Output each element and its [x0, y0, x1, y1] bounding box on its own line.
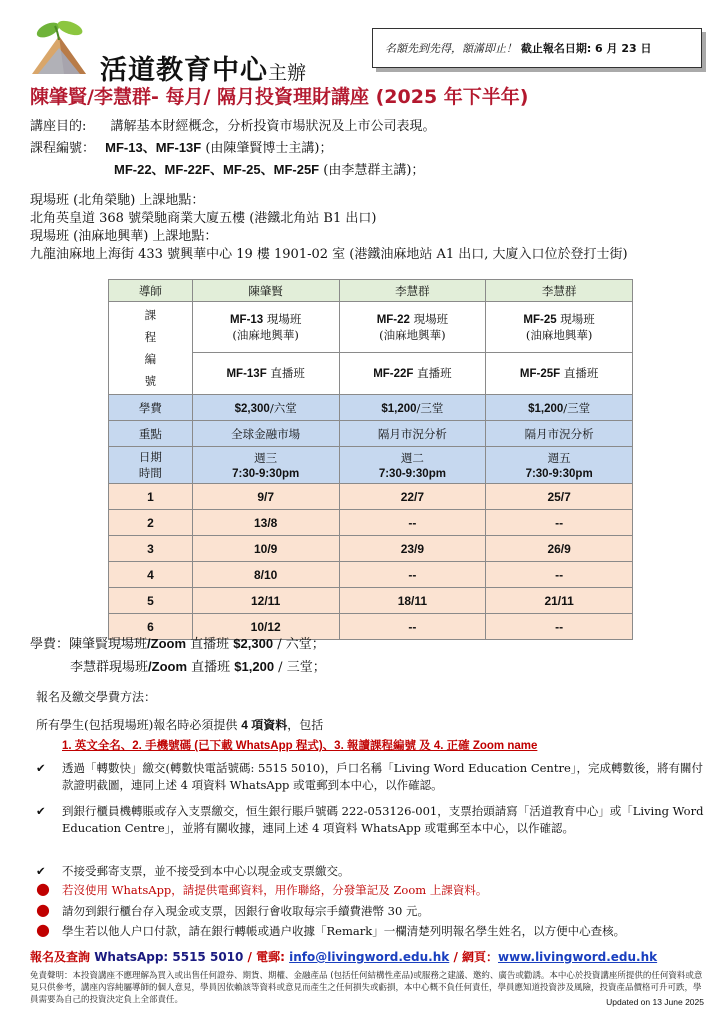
session-row — [109, 588, 633, 614]
whatsapp-text: 若沒使用 WhatsApp，請提供電郵資料，用作聯絡，分發筆記及 Zoom 上課資料。 — [62, 883, 488, 897]
focus-label: 重點 — [109, 421, 193, 447]
fee-row — [109, 395, 633, 421]
check-icon: ✔ — [36, 804, 46, 818]
focus-row — [109, 421, 633, 447]
bullet-icon: ● — [36, 879, 50, 898]
check-icon: ✔ — [36, 864, 46, 878]
session-date: 10/12 — [192, 614, 339, 640]
session-no: 1 — [109, 484, 193, 510]
session-date: 26/9 — [486, 536, 633, 562]
session-date: -- — [339, 614, 486, 640]
no-counter-text: 請勿到銀行櫃台存入現金或支票，因銀行會收取每宗手續費港幣 30 元。 — [62, 904, 429, 918]
time-cell: 週二 7:30-9:30pm — [339, 447, 486, 484]
tutor-label: 導師 — [109, 280, 193, 302]
stream-class-cell: MF-13F 直播班 — [192, 352, 339, 394]
session-date: 10/9 — [192, 536, 339, 562]
deadline-notice — [372, 28, 702, 68]
tutor-cell: 李慧群 — [486, 280, 633, 302]
remark-item — [36, 920, 706, 940]
enquiry-line: 報名及查詢 WhatsApp: 5515 5010 / 電郵: info@livingword.edu.hk / 網頁：www.livingword.edu.hk — [30, 950, 658, 964]
focus-cell: 隔月市況分析 — [486, 421, 633, 447]
required-info: 1. 英文全名、2. 手機號碼 (已下載 WhatsApp 程式)、3. 報讀課程編號 及 4. 正確 Zoom name — [62, 740, 538, 752]
no-mail-text: 不接受郵寄支票，並不接受到本中心以現金或支票繳交。 — [62, 864, 350, 878]
updated-date: Updated on 13 June 2025 — [606, 997, 704, 1007]
check-icon: ✔ — [36, 761, 46, 775]
venue-2-address: 九龍油麻地上海街 433 號興華中心 19 樓 1901-02 室 (港鐵油麻地站 A1 出口, 大廈入口位於登打士街) — [30, 247, 628, 262]
focus-cell: 隔月市況分析 — [339, 421, 486, 447]
session-row — [109, 562, 633, 588]
fee-line-1: 學費：陳肇賢現場班/Zoom 直播班 $2,300 / 六堂； — [30, 636, 325, 652]
fee-label: 學費 — [109, 395, 193, 421]
codes-line2-bold: MF-22、MF-22F、MF-25、MF-25F — [114, 162, 320, 177]
notice-italic: 名額先到先得，額滿即止！ — [385, 42, 517, 55]
whatsapp-item — [36, 879, 706, 899]
venue-2-title: 現場班 (油麻地興華) 上課地點： — [30, 229, 218, 244]
session-date: 12/11 — [192, 588, 339, 614]
fee-cell: $2,300/六堂 — [192, 395, 339, 421]
fee-line-2: 李慧群現場班/Zoom 直播班 $1,200 / 三堂； — [70, 659, 326, 675]
venue-1-address: 北角英皇道 368 號榮馳商業大廈五樓 (港鐵北角站 B1 出口) — [30, 211, 377, 226]
fee-cell: $1,200/三堂 — [339, 395, 486, 421]
session-date: -- — [486, 510, 633, 536]
session-date: -- — [486, 614, 633, 640]
bank-item — [36, 803, 706, 837]
session-no: 6 — [109, 614, 193, 640]
all-students-note: 所有學生(包括現場班)報名時必須提供 4 項資料，包括 — [36, 718, 324, 732]
fee-summary — [30, 633, 326, 679]
session-no: 2 — [109, 510, 193, 536]
session-date: 25/7 — [486, 484, 633, 510]
session-date: 13/8 — [192, 510, 339, 536]
time-label: 日期 時間 — [109, 447, 193, 484]
session-date: 21/11 — [486, 588, 633, 614]
stream-class-cell: MF-25F 直播班 — [486, 352, 633, 394]
org-suffix: 主辦 — [268, 62, 307, 84]
fps-text: 透過「轉數快」繳交(轉數快電話號碼: 5515 5010)，戶口名稱「Living Word Education Centre」，完成轉數後，將有關付款證明截圖，連同上述 4 項資料 WhatsApp 或電郵到本中心，以作確認。 — [62, 761, 704, 792]
bullet-icon: ● — [36, 920, 50, 939]
session-date: 8/10 — [192, 562, 339, 588]
fps-item — [36, 760, 706, 794]
org-name: 活道教育中心主辦 — [100, 55, 307, 86]
website-link[interactable]: www.livingword.edu.hk — [498, 950, 658, 964]
stream-class-cell: MF-22F 直播班 — [339, 352, 486, 394]
bank-text: 到銀行櫃員機轉賬或存入支票繳交，恒生銀行賬戶號碼 222-053126-001，支票抬頭請寫「活道教育中心」或「Living Word Education Centre」，並將有關收據，連同上述 4 項資料 WhatsApp 或電郵至本中心，以作確認。 — [62, 804, 704, 835]
objective-label: 講座目的: — [30, 119, 87, 134]
session-date: 9/7 — [192, 484, 339, 510]
session-date: 18/11 — [339, 588, 486, 614]
codes-label: 課程編號： — [30, 141, 96, 156]
focus-cell: 全球金融市場 — [192, 421, 339, 447]
session-no: 3 — [109, 536, 193, 562]
session-date: -- — [339, 562, 486, 588]
session-date: 23/9 — [339, 536, 486, 562]
no-counter-item — [36, 900, 706, 920]
course-code-label: 課程編號 — [109, 302, 193, 395]
live-class-cell: MF-25 現場班 (油麻地興華) — [486, 302, 633, 353]
payment-title: 報名及繳交學費方法： — [36, 690, 157, 704]
tutor-cell: 陳肇賢 — [192, 280, 339, 302]
time-cell: 週三 7:30-9:30pm — [192, 447, 339, 484]
fee-cell: $1,200/三堂 — [486, 395, 633, 421]
venue-1-title: 現場班 (北角榮馳) 上課地點： — [30, 193, 205, 208]
codes-line2-note: (由李慧群主講)； — [319, 163, 425, 178]
time-row — [109, 447, 633, 484]
session-no: 4 — [109, 562, 193, 588]
objective-row — [30, 117, 436, 136]
session-no: 5 — [109, 588, 193, 614]
whatsapp-number: WhatsApp: 5515 5010 — [94, 950, 244, 964]
remark-text: 學生若以他人户口付款，請在銀行轉帳或過户收據「Remark」一欄清楚列明報名學生姓名，以方便中心查核。 — [62, 924, 626, 938]
codes-line1-bold: MF-13、MF-13F — [105, 140, 202, 155]
tutor-row — [109, 280, 633, 302]
codes-row-2 — [114, 160, 424, 180]
session-date: -- — [339, 510, 486, 536]
session-row — [109, 536, 633, 562]
codes-line1-note: (由陳肇賢博士主講)； — [201, 141, 333, 156]
disclaimer: 免責聲明：本投資講座不應理解為買入或出售任何證券、期貨、期權、金融產品 (包括任何結構性產品)或服務之建議、邀約、廣告或勸誘。本中心於投資講座所提供的任何資料或意見只供參考，講座內容純屬導師的個人意見，學員因依賴該等資料或意見而產生之任何損失或虧損，本中心概不負任何責任，學員應知道投資涉及風險，投資產品價格可升可跌，學員需要為自己的投資決定負上全部責任。 — [30, 971, 703, 1005]
schedule-table — [108, 279, 633, 640]
email-link[interactable]: info@livingword.edu.hk — [289, 950, 450, 964]
live-class-cell: MF-13 現場班 (油麻地興華) — [192, 302, 339, 353]
notice-deadline: 截止報名日期: 6 月 23 日 — [517, 42, 652, 55]
time-cell: 週五 7:30-9:30pm — [486, 447, 633, 484]
codes-row — [30, 138, 333, 158]
live-class-row — [109, 302, 633, 353]
logo-icon — [28, 18, 90, 76]
bullet-icon: ● — [36, 900, 50, 919]
live-class-cell: MF-22 現場班 (油麻地興華) — [339, 302, 486, 353]
objective-text: 講解基本財經概念，分析投資市場狀況及上市公司表現。 — [110, 119, 436, 134]
session-row — [109, 510, 633, 536]
page-title: 陳肇賢/李慧群- 每月/ 隔月投資理財講座 (2025 年下半年) — [30, 86, 529, 108]
tutor-cell: 李慧群 — [339, 280, 486, 302]
session-row — [109, 484, 633, 510]
no-mail-item — [36, 863, 706, 880]
session-date: -- — [486, 562, 633, 588]
session-date: 22/7 — [339, 484, 486, 510]
